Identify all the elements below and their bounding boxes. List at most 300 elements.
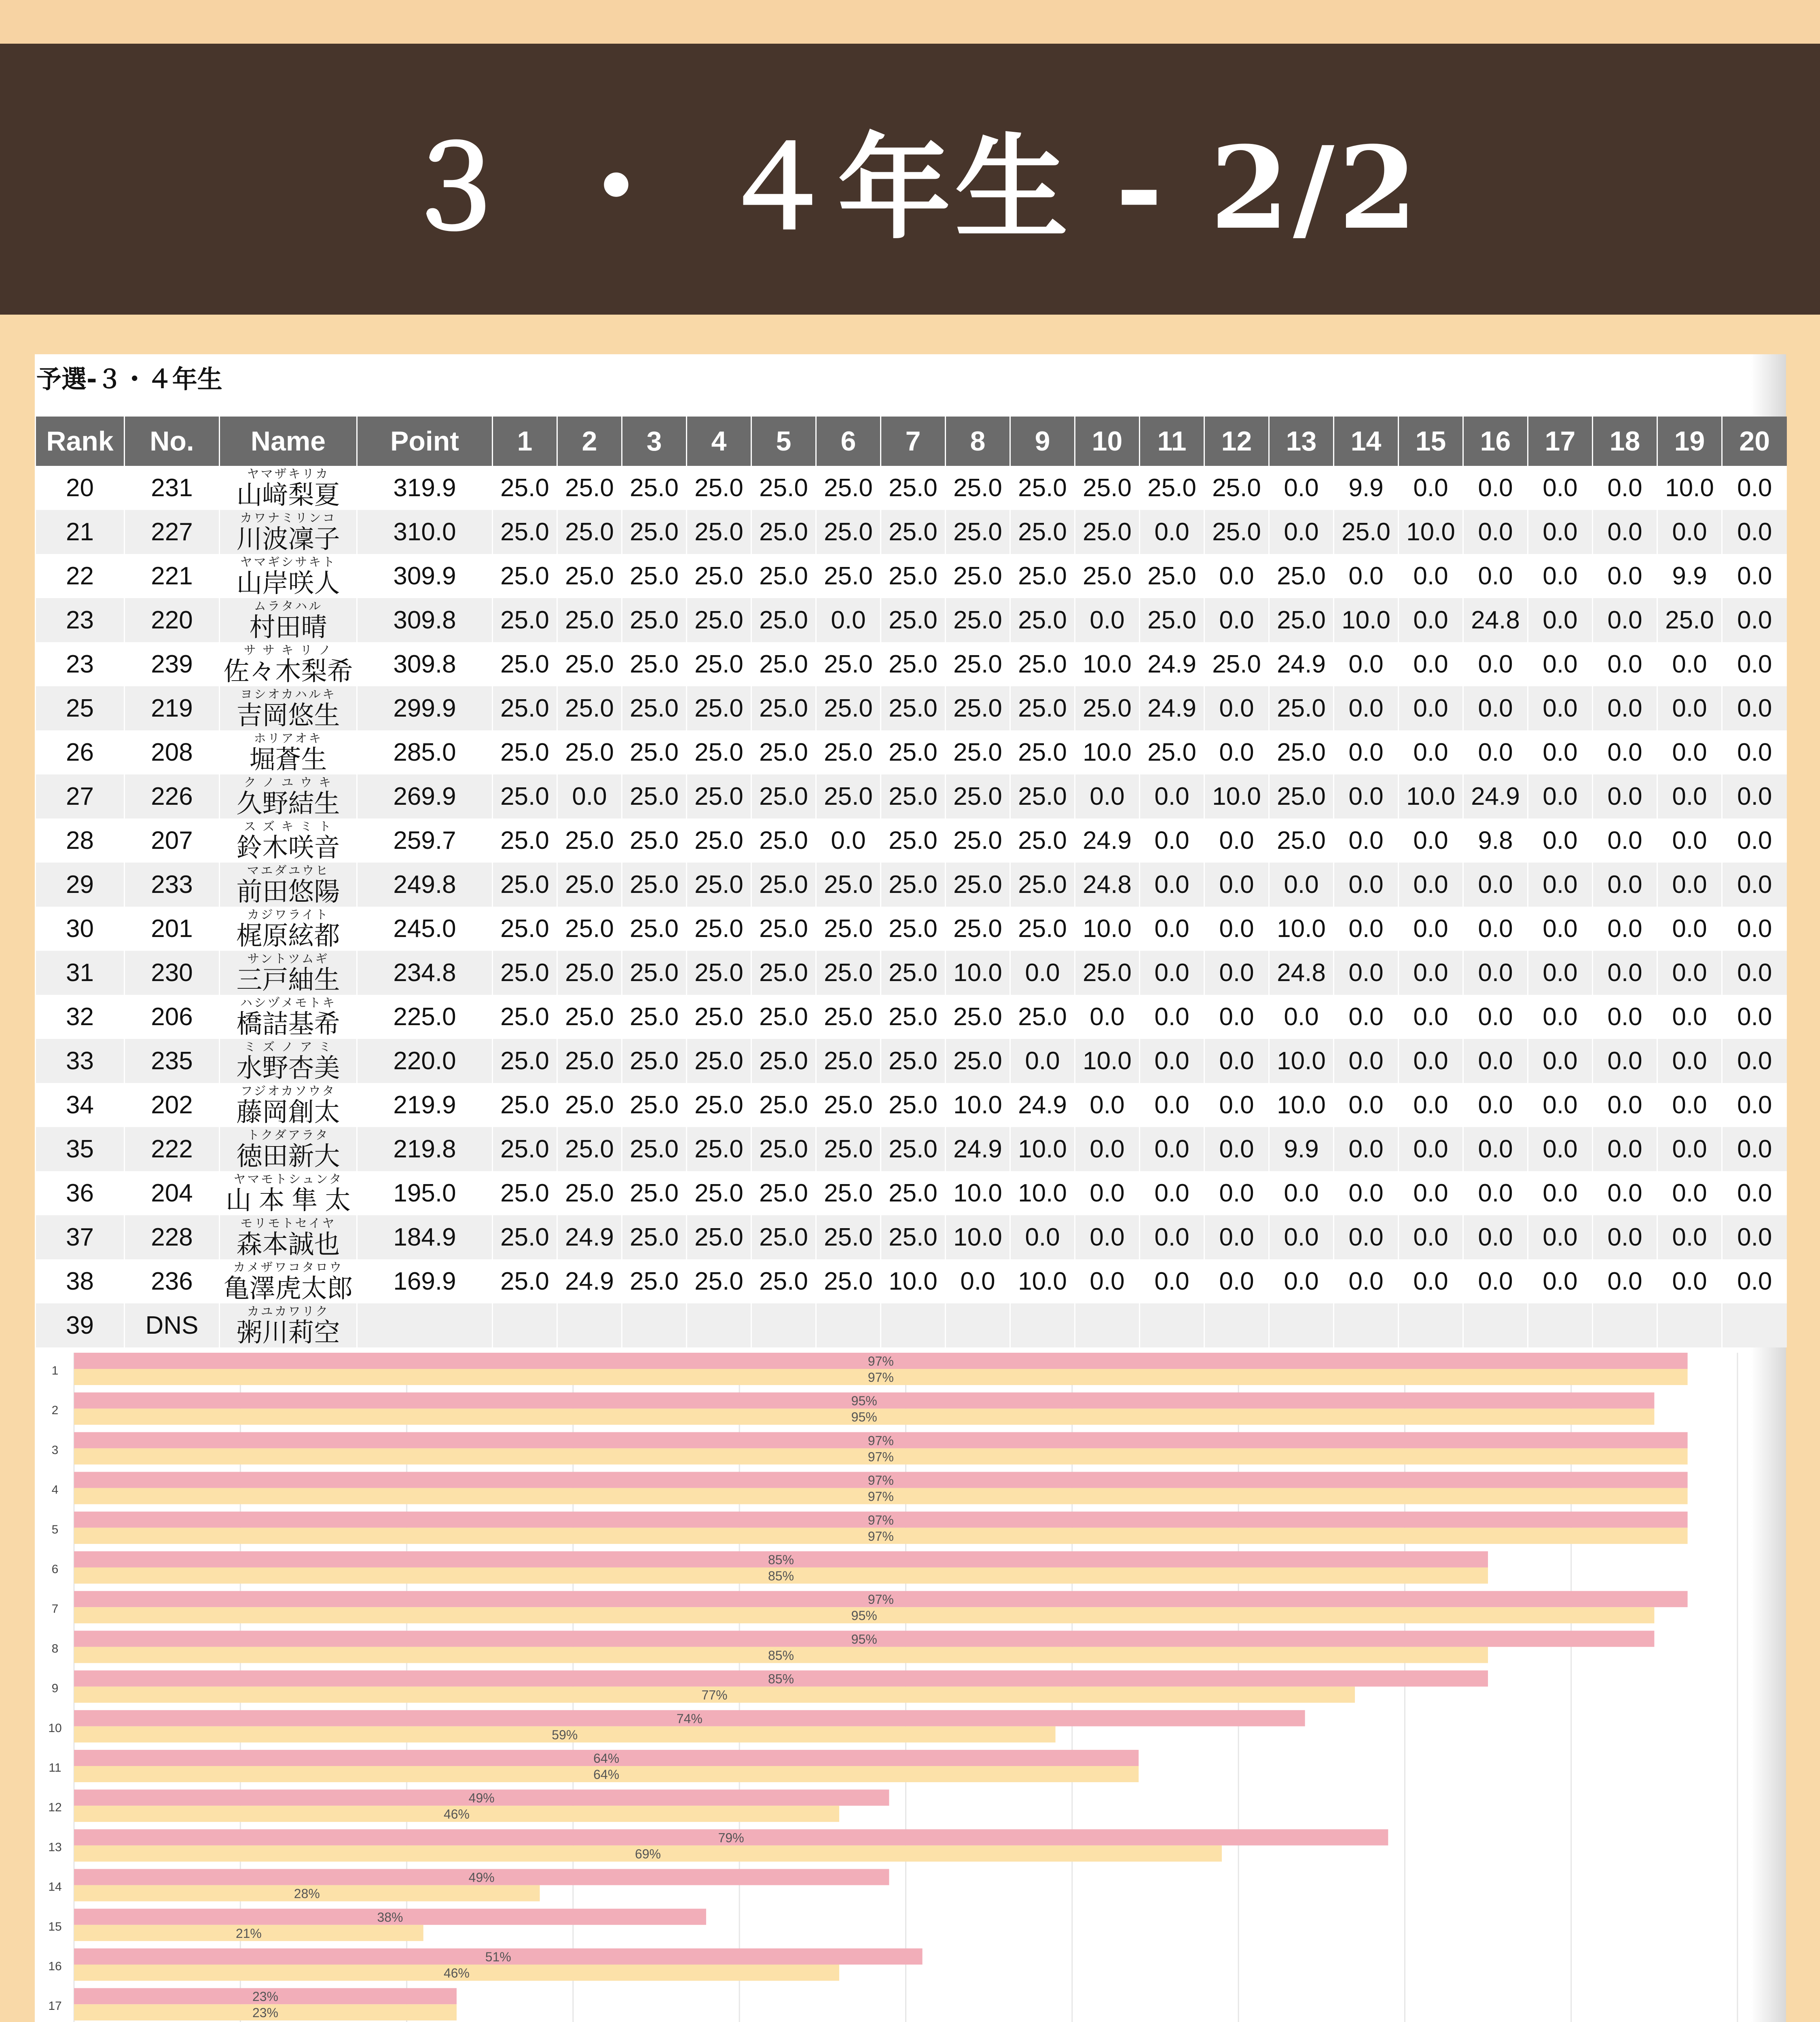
score-cell: 25.0 xyxy=(687,1083,751,1127)
score-cell: 25.0 xyxy=(751,730,816,774)
score-cell: 0.0 xyxy=(1334,1083,1399,1127)
score-cell: 25.0 xyxy=(1140,598,1204,642)
name-cell xyxy=(220,995,357,1039)
score-cell: 25.0 xyxy=(493,554,557,598)
score-cell: 25.0 xyxy=(622,1039,687,1083)
name-furigana: マエダユウヒ xyxy=(247,864,330,878)
score-cell: 0.0 xyxy=(1593,686,1657,730)
score-cell: 25.0 xyxy=(557,598,622,642)
category-label: 8 xyxy=(51,1642,59,1656)
score-cell: 25.0 xyxy=(622,951,687,995)
name-text: 川波凜子 xyxy=(236,524,340,554)
score-cell: 9.9 xyxy=(1334,466,1399,510)
score-cell: 24.8 xyxy=(1463,598,1528,642)
score-cell: 0.0 xyxy=(1269,1259,1334,1303)
score-cell: 25.0 xyxy=(557,1083,622,1127)
name-text: 梶原絃都 xyxy=(236,921,340,950)
score-cell: 0.0 xyxy=(1463,1039,1528,1083)
data-label: 64% xyxy=(593,1767,620,1782)
table-row xyxy=(36,995,1787,1039)
score-cell: 25.0 xyxy=(687,466,751,510)
point-cell xyxy=(357,1303,493,1347)
score-cell: 0.0 xyxy=(1399,730,1463,774)
score-cell: 25.0 xyxy=(751,466,816,510)
score-cell: 25.0 xyxy=(816,951,881,995)
score-cell: 0.0 xyxy=(1204,1127,1269,1171)
score-cell: 25.0 xyxy=(493,642,557,686)
data-label: 49% xyxy=(468,1791,495,1806)
score-cell: 25.0 xyxy=(881,907,946,951)
score-cell: 25.0 xyxy=(1140,730,1204,774)
score-cell: 25.0 xyxy=(816,510,881,554)
score-cell: 25.0 xyxy=(816,642,881,686)
table-row xyxy=(36,1259,1787,1303)
column-header-14: 14 xyxy=(1334,417,1399,466)
score-cell: 25.0 xyxy=(493,730,557,774)
score-cell: 0.0 xyxy=(1269,1171,1334,1215)
score-cell: 0.0 xyxy=(1722,951,1787,995)
score-cell: 25.0 xyxy=(1269,554,1334,598)
score-cell: 0.0 xyxy=(1204,863,1269,907)
score-cell: 25.0 xyxy=(881,819,946,863)
category-label: 10 xyxy=(48,1721,62,1735)
score-cell: 25.0 xyxy=(881,1215,946,1259)
name-cell xyxy=(220,907,357,951)
data-label: 95% xyxy=(851,1394,877,1409)
score-cell: 25.0 xyxy=(557,1127,622,1171)
score-cell: 0.0 xyxy=(1463,554,1528,598)
score-cell xyxy=(1075,1303,1140,1347)
score-cell: 25.0 xyxy=(1010,730,1075,774)
score-cell: 0.0 xyxy=(1528,730,1593,774)
score-cell: 0.0 xyxy=(1722,907,1787,951)
number-cell: DNS xyxy=(125,1303,220,1347)
score-cell: 25.0 xyxy=(493,1215,557,1259)
score-cell: 0.0 xyxy=(1204,1215,1269,1259)
column-header-17: 17 xyxy=(1528,417,1593,466)
score-cell: 0.0 xyxy=(1528,510,1593,554)
score-cell: 0.0 xyxy=(1334,730,1399,774)
score-cell: 25.0 xyxy=(493,907,557,951)
name-text: 藤岡創太 xyxy=(236,1097,340,1127)
score-cell: 0.0 xyxy=(1204,1039,1269,1083)
score-cell: 25.0 xyxy=(1075,510,1140,554)
score-cell: 0.0 xyxy=(1075,598,1140,642)
score-cell: 0.0 xyxy=(1528,1259,1593,1303)
score-cell: 0.0 xyxy=(1722,686,1787,730)
category-label: 12 xyxy=(48,1801,62,1815)
data-label: 95% xyxy=(851,1410,877,1425)
score-cell: 25.0 xyxy=(946,907,1010,951)
score-cell: 25.0 xyxy=(687,510,751,554)
score-cell: 0.0 xyxy=(1399,1259,1463,1303)
score-cell: 24.8 xyxy=(1075,863,1140,907)
score-cell xyxy=(1463,1303,1528,1347)
rank-cell: 23 xyxy=(36,642,125,686)
score-cell: 25.0 xyxy=(751,554,816,598)
score-cell: 0.0 xyxy=(1528,995,1593,1039)
score-cell: 0.0 xyxy=(1140,510,1204,554)
score-cell: 25.0 xyxy=(557,819,622,863)
score-cell: 0.0 xyxy=(1463,1083,1528,1127)
score-cell: 0.0 xyxy=(1528,1127,1593,1171)
score-cell: 25.0 xyxy=(946,995,1010,1039)
data-label: 97% xyxy=(868,1433,894,1448)
rank-cell: 39 xyxy=(36,1303,125,1347)
rank-cell: 36 xyxy=(36,1171,125,1215)
name-furigana: カジワライト xyxy=(247,908,330,922)
score-cell: 25.0 xyxy=(1010,686,1075,730)
score-cell: 0.0 xyxy=(1528,466,1593,510)
score-cell: 24.9 xyxy=(557,1215,622,1259)
data-label: 85% xyxy=(768,1671,794,1686)
score-cell: 25.0 xyxy=(751,995,816,1039)
score-cell: 25.0 xyxy=(881,951,946,995)
score-cell: 25.0 xyxy=(946,730,1010,774)
table-row xyxy=(36,598,1787,642)
score-cell: 0.0 xyxy=(1140,907,1204,951)
score-cell: 25.0 xyxy=(1010,907,1075,951)
score-cell xyxy=(1334,1303,1399,1347)
score-cell: 0.0 xyxy=(1399,1083,1463,1127)
point-cell: 259.7 xyxy=(357,819,493,863)
name-cell xyxy=(220,598,357,642)
score-cell: 0.0 xyxy=(1722,774,1787,819)
name-cell xyxy=(220,951,357,995)
column-header-8: 8 xyxy=(946,417,1010,466)
score-cell: 25.0 xyxy=(751,774,816,819)
score-cell: 0.0 xyxy=(1204,951,1269,995)
score-cell: 25.0 xyxy=(687,951,751,995)
number-cell: 222 xyxy=(125,1127,220,1171)
score-cell: 25.0 xyxy=(751,1127,816,1171)
score-cell: 25.0 xyxy=(493,951,557,995)
table-row xyxy=(36,730,1787,774)
score-cell: 0.0 xyxy=(1204,995,1269,1039)
score-cell: 0.0 xyxy=(1593,598,1657,642)
table-row xyxy=(36,1127,1787,1171)
score-cell: 0.0 xyxy=(1075,774,1140,819)
name-furigana: ヤマモトシュンタ xyxy=(233,1172,343,1186)
score-cell: 24.9 xyxy=(1140,642,1204,686)
score-cell: 25.0 xyxy=(946,510,1010,554)
table-row xyxy=(36,819,1787,863)
name-text: 佐々木梨希 xyxy=(223,656,353,686)
table-row xyxy=(36,1039,1787,1083)
score-cell: 24.9 xyxy=(1075,819,1140,863)
score-cell: 25.0 xyxy=(881,995,946,1039)
score-cell: 25.0 xyxy=(946,686,1010,730)
score-cell: 25.0 xyxy=(1075,554,1140,598)
score-cell: 0.0 xyxy=(1593,907,1657,951)
score-cell: 10.0 xyxy=(1010,1259,1075,1303)
score-cell: 0.0 xyxy=(1657,1259,1722,1303)
score-cell: 0.0 xyxy=(1722,1083,1787,1127)
score-cell xyxy=(622,1303,687,1347)
name-cell xyxy=(220,686,357,730)
name-text: 三戸紬生 xyxy=(236,965,340,994)
score-cell: 25.0 xyxy=(493,598,557,642)
name-text: 吉岡悠生 xyxy=(236,700,340,730)
score-cell: 25.0 xyxy=(946,774,1010,819)
column-header-no: No. xyxy=(125,417,220,466)
score-cell: 24.9 xyxy=(557,1259,622,1303)
category-label: 4 xyxy=(51,1483,59,1497)
score-cell: 0.0 xyxy=(1140,1215,1204,1259)
score-cell: 0.0 xyxy=(1657,1127,1722,1171)
score-cell: 0.0 xyxy=(1528,774,1593,819)
score-cell: 25.0 xyxy=(881,774,946,819)
column-header-15: 15 xyxy=(1399,417,1463,466)
score-cell: 0.0 xyxy=(1204,1259,1269,1303)
score-cell: 25.0 xyxy=(881,510,946,554)
score-cell: 0.0 xyxy=(1399,951,1463,995)
name-text: 森本誠也 xyxy=(236,1229,340,1259)
column-header-1: 1 xyxy=(493,417,557,466)
name-cell xyxy=(220,819,357,863)
rank-cell: 38 xyxy=(36,1259,125,1303)
score-cell: 25.0 xyxy=(622,774,687,819)
name-furigana: トクダアラタ xyxy=(247,1128,329,1142)
column-header-5: 5 xyxy=(751,417,816,466)
score-cell: 0.0 xyxy=(1334,1171,1399,1215)
table-row xyxy=(36,907,1787,951)
score-cell: 0.0 xyxy=(1722,1215,1787,1259)
score-cell: 25.0 xyxy=(816,774,881,819)
data-label: 51% xyxy=(485,1950,511,1964)
score-cell: 0.0 xyxy=(1722,466,1787,510)
score-cell: 0.0 xyxy=(1075,1083,1140,1127)
name-cell xyxy=(220,1303,357,1347)
name-text: 前田悠陽 xyxy=(236,877,340,906)
data-label: 74% xyxy=(676,1711,703,1726)
score-cell: 25.0 xyxy=(881,730,946,774)
score-cell: 25.0 xyxy=(816,1039,881,1083)
point-cell: 245.0 xyxy=(357,907,493,951)
score-cell: 10.0 xyxy=(946,1083,1010,1127)
score-cell: 25.0 xyxy=(946,642,1010,686)
score-cell: 0.0 xyxy=(1399,995,1463,1039)
score-cell: 0.0 xyxy=(1204,686,1269,730)
score-cell: 25.0 xyxy=(557,951,622,995)
score-cell xyxy=(1204,1303,1269,1347)
score-cell: 25.0 xyxy=(816,995,881,1039)
data-label: 69% xyxy=(635,1846,661,1861)
data-label: 97% xyxy=(868,1354,894,1368)
column-header-name: Name xyxy=(220,417,357,466)
name-text: 鈴木咲音 xyxy=(236,833,340,862)
score-cell: 0.0 xyxy=(1463,1259,1528,1303)
score-cell xyxy=(751,1303,816,1347)
score-cell: 0.0 xyxy=(1657,1039,1722,1083)
point-cell: 195.0 xyxy=(357,1171,493,1215)
data-label: 97% xyxy=(868,1449,894,1464)
results-table xyxy=(35,417,1787,1347)
score-cell: 0.0 xyxy=(1463,951,1528,995)
category-label: 9 xyxy=(51,1681,59,1695)
score-cell: 0.0 xyxy=(1269,510,1334,554)
rank-cell: 33 xyxy=(36,1039,125,1083)
score-cell: 25.0 xyxy=(946,598,1010,642)
score-cell: 0.0 xyxy=(1399,1171,1463,1215)
score-cell: 0.0 xyxy=(1722,642,1787,686)
score-cell: 25.0 xyxy=(751,819,816,863)
score-cell: 25.0 xyxy=(1269,819,1334,863)
score-cell: 0.0 xyxy=(1334,995,1399,1039)
data-label: 97% xyxy=(868,1592,894,1607)
point-cell: 219.8 xyxy=(357,1127,493,1171)
score-cell: 10.0 xyxy=(1269,907,1334,951)
score-cell: 0.0 xyxy=(1657,774,1722,819)
score-cell: 25.0 xyxy=(687,1215,751,1259)
score-cell: 25.0 xyxy=(622,995,687,1039)
name-text: 亀澤虎太郎 xyxy=(223,1273,353,1303)
score-cell: 0.0 xyxy=(1075,1215,1140,1259)
score-cell: 0.0 xyxy=(1140,951,1204,995)
rank-cell: 25 xyxy=(36,686,125,730)
score-cell: 0.0 xyxy=(1399,1215,1463,1259)
score-cell xyxy=(687,1303,751,1347)
score-cell: 0.0 xyxy=(1334,907,1399,951)
score-cell: 25.0 xyxy=(622,1171,687,1215)
score-cell: 25.0 xyxy=(751,598,816,642)
score-cell: 25.0 xyxy=(1010,466,1075,510)
score-cell: 9.9 xyxy=(1657,554,1722,598)
score-cell: 0.0 xyxy=(1463,642,1528,686)
score-cell: 0.0 xyxy=(1528,863,1593,907)
score-cell: 0.0 xyxy=(1593,774,1657,819)
number-cell: 231 xyxy=(125,466,220,510)
rank-cell: 37 xyxy=(36,1215,125,1259)
score-cell: 0.0 xyxy=(1204,598,1269,642)
score-cell: 0.0 xyxy=(1593,730,1657,774)
name-text: 久野結生 xyxy=(236,789,340,818)
table-title: 予選-３・４年生 xyxy=(36,364,222,394)
score-cell: 0.0 xyxy=(1463,510,1528,554)
column-header-12: 12 xyxy=(1204,417,1269,466)
score-cell: 0.0 xyxy=(1528,907,1593,951)
name-cell xyxy=(220,1259,357,1303)
score-cell: 25.0 xyxy=(557,1171,622,1215)
score-cell: 25.0 xyxy=(557,1039,622,1083)
score-cell: 0.0 xyxy=(1010,951,1075,995)
score-cell: 9.8 xyxy=(1463,819,1528,863)
score-cell: 25.0 xyxy=(751,686,816,730)
name-furigana: カワナミリンコ xyxy=(240,511,336,525)
score-cell: 0.0 xyxy=(1593,1215,1657,1259)
point-cell: 269.9 xyxy=(357,774,493,819)
score-cell: 0.0 xyxy=(1657,730,1722,774)
score-cell: 0.0 xyxy=(1269,995,1334,1039)
score-cell: 0.0 xyxy=(1399,819,1463,863)
name-text: 水野杏美 xyxy=(236,1053,340,1083)
table-row xyxy=(36,642,1787,686)
name-furigana: ス ズ キ ミ ト xyxy=(243,820,333,833)
column-header-7: 7 xyxy=(881,417,946,466)
score-cell: 25.0 xyxy=(816,1171,881,1215)
score-cell: 25.0 xyxy=(493,1171,557,1215)
rank-cell: 31 xyxy=(36,951,125,995)
score-cell: 0.0 xyxy=(1140,1127,1204,1171)
point-cell: 309.8 xyxy=(357,598,493,642)
name-cell xyxy=(220,774,357,819)
score-cell: 0.0 xyxy=(1593,951,1657,995)
score-cell: 10.0 xyxy=(1269,1083,1334,1127)
number-cell: 220 xyxy=(125,598,220,642)
score-cell: 25.0 xyxy=(816,863,881,907)
rank-cell: 32 xyxy=(36,995,125,1039)
score-cell: 25.0 xyxy=(1010,995,1075,1039)
score-cell: 9.9 xyxy=(1269,1127,1334,1171)
score-cell: 0.0 xyxy=(1722,863,1787,907)
score-cell: 0.0 xyxy=(1334,863,1399,907)
score-cell: 25.0 xyxy=(622,554,687,598)
score-cell: 0.0 xyxy=(1657,951,1722,995)
number-cell: 219 xyxy=(125,686,220,730)
score-cell: 25.0 xyxy=(687,995,751,1039)
rank-cell: 35 xyxy=(36,1127,125,1171)
name-furigana: ハシヅメモトキ xyxy=(240,996,336,1010)
category-label: 13 xyxy=(48,1840,62,1854)
score-cell: 25.0 xyxy=(816,554,881,598)
score-cell: 0.0 xyxy=(1334,1039,1399,1083)
score-cell: 0.0 xyxy=(1334,819,1399,863)
score-cell: 25.0 xyxy=(816,730,881,774)
score-cell: 0.0 xyxy=(816,598,881,642)
score-cell: 0.0 xyxy=(1722,995,1787,1039)
score-cell: 25.0 xyxy=(687,1171,751,1215)
score-cell: 0.0 xyxy=(1657,1083,1722,1127)
score-cell: 0.0 xyxy=(1463,995,1528,1039)
score-cell: 25.0 xyxy=(622,1083,687,1127)
point-cell: 285.0 xyxy=(357,730,493,774)
score-cell: 0.0 xyxy=(1075,995,1140,1039)
score-cell: 25.0 xyxy=(622,598,687,642)
number-cell: 236 xyxy=(125,1259,220,1303)
page-title: ３ ・ ４年生 - 2/2 xyxy=(398,122,1422,255)
score-cell: 0.0 xyxy=(1334,642,1399,686)
score-cell: 25.0 xyxy=(493,1083,557,1127)
score-cell xyxy=(881,1303,946,1347)
score-cell: 0.0 xyxy=(1593,819,1657,863)
data-label: 21% xyxy=(235,1926,262,1941)
score-cell: 10.0 xyxy=(1657,466,1722,510)
name-text: 村田晴 xyxy=(249,612,327,642)
data-label: 23% xyxy=(252,1989,279,2004)
table-row xyxy=(36,554,1787,598)
score-cell: 0.0 xyxy=(1463,730,1528,774)
score-cell: 0.0 xyxy=(1140,1039,1204,1083)
score-cell: 25.0 xyxy=(751,1215,816,1259)
score-cell: 0.0 xyxy=(1463,863,1528,907)
name-furigana: ムラタハル xyxy=(254,599,323,613)
score-cell: 10.0 xyxy=(946,1171,1010,1215)
score-cell: 25.0 xyxy=(946,863,1010,907)
score-cell: 24.9 xyxy=(1010,1083,1075,1127)
category-label: 3 xyxy=(51,1443,59,1457)
score-cell: 25.0 xyxy=(1657,598,1722,642)
name-furigana: サ サ キ リ ノ xyxy=(243,643,333,657)
column-header-3: 3 xyxy=(622,417,687,466)
score-cell: 25.0 xyxy=(751,642,816,686)
score-cell: 25.0 xyxy=(1075,466,1140,510)
table-row xyxy=(36,863,1787,907)
score-cell: 25.0 xyxy=(881,1171,946,1215)
score-cell: 25.0 xyxy=(751,510,816,554)
name-furigana: ヤマギシサキト xyxy=(240,555,336,569)
score-cell: 25.0 xyxy=(622,642,687,686)
data-label: 49% xyxy=(468,1870,495,1885)
